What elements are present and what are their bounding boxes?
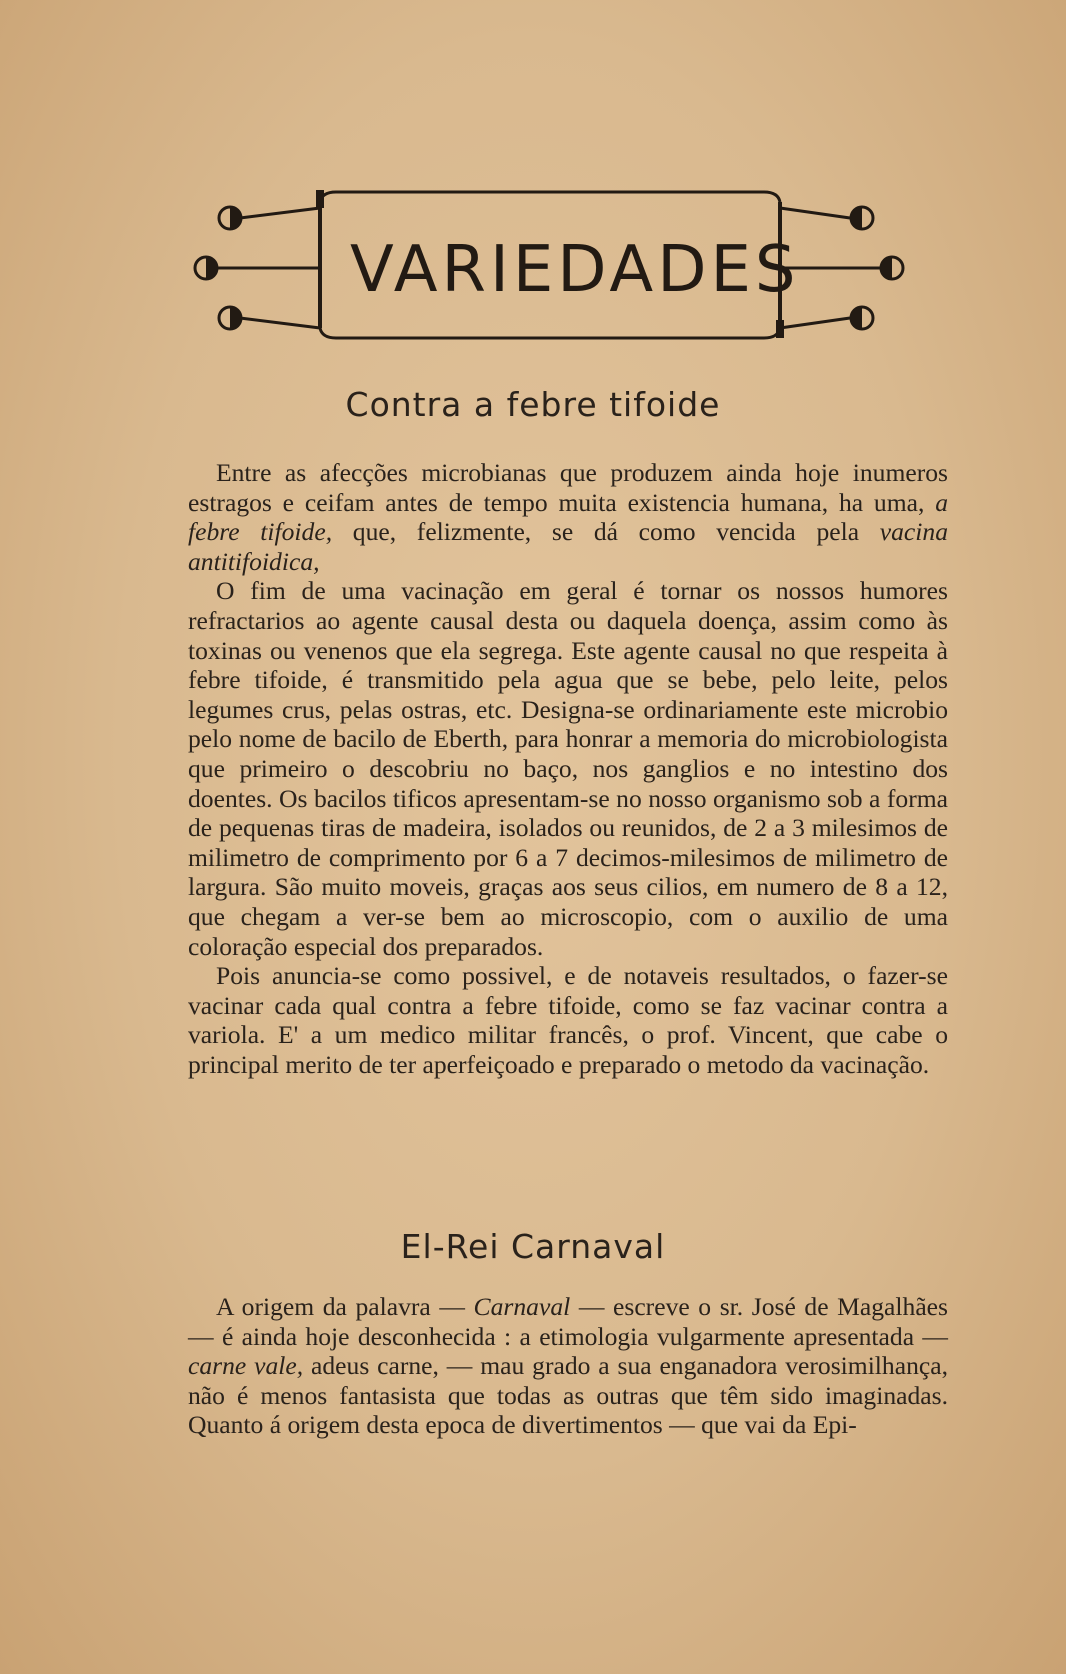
text-run: Entre as afecções microbianas que produzem ainda hoje inumeros estragos e ceifam antes de tempo muita existencia humana, ha uma, bbox=[188, 458, 948, 517]
italic-term: a febre tifoide, bbox=[188, 487, 948, 547]
paragraph bbox=[188, 1292, 948, 1440]
paragraph bbox=[188, 458, 948, 576]
italic-term: carne vale, bbox=[188, 1351, 304, 1381]
text-run: A origem da palavra — bbox=[216, 1292, 474, 1321]
article-body bbox=[188, 1292, 948, 1440]
text-run: — escreve o sr. José de Magalhães — é ainda hoje desconhecida : a etimologia vulgarmente apresentada — bbox=[188, 1292, 948, 1351]
section-title: VARIEDADES bbox=[350, 233, 800, 307]
text-run: que, felizmente, se dá como vencida pela bbox=[332, 517, 880, 547]
article-body bbox=[188, 458, 948, 1079]
article-title: El-Rei Carnaval bbox=[400, 1227, 666, 1266]
text-run: adeus carne, — mau grado a sua enganadora verosimilhança, não é menos fantasista que todas as outras que têm sido imaginadas. Quanto á origem desta epoca de divertimentos — que vai da Epi- bbox=[188, 1351, 948, 1440]
section-banner bbox=[180, 190, 920, 350]
paragraph: Pois anuncia-se como possivel, e de notaveis resultados, o fazer-se vacinar cada qual contra a febre tifoide, como se faz vacinar contra a variola. E' a um medico militar francês, o prof. Vincent, que cabe o principal merito de ter aperfeiçoado e preparado o metodo da vacinação. bbox=[188, 961, 948, 1079]
italic-term: vacina antitifoidica, bbox=[188, 517, 948, 576]
article-title: Contra a febre tifoide bbox=[345, 385, 721, 424]
italic-term: Carnaval bbox=[473, 1292, 571, 1321]
paragraph: O fim de uma vacinação em geral é tornar os nossos humores refractarios ao agente causal desta ou daquela doença, assim como às toxinas ou venenos que ela segrega. Este agente causal no que respeita à febre tifoide, é transmitido pela agua que se bebe, pelo leite, pelos legumes crus, pelas ostras, etc. Designa-se ordinariamente este microbio pelo nome de bacilo de Eberth, para honrar a memoria do microbiologista que primeiro o descobriu no baço, nos ganglios e no intestino dos doentes. Os bacilos tificos apresentam-se no nosso organismo sob a forma de pequenas tiras de madeira, isolados ou reunidos, de 2 a 3 milesimos de milimetro de comprimento por 6 a 7 decimos-milesimos de milimetro de largura. São muito moveis, graças aos seus cilios, em numero de 8 a 12, que chegam a ver-se bem ao microscopio, com o auxilio de uma coloração especial dos preparados. bbox=[188, 576, 948, 961]
